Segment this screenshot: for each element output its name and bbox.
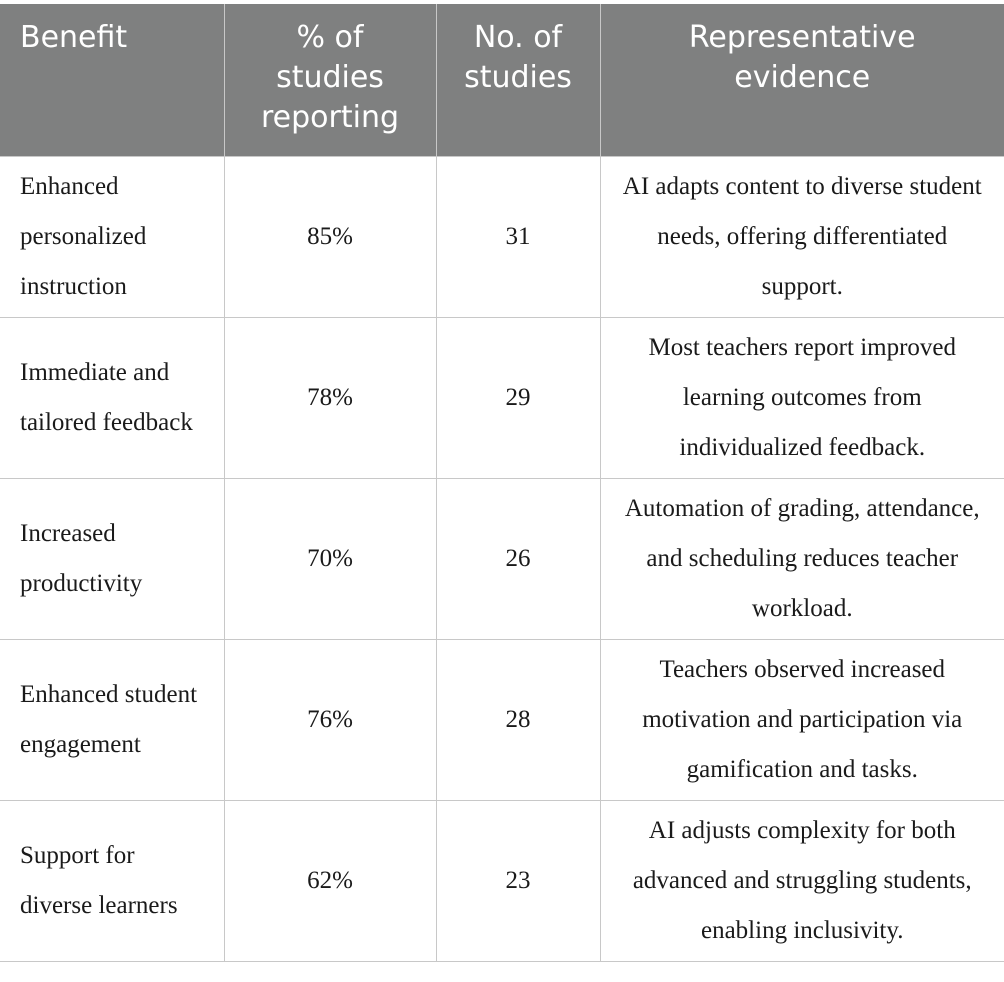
count-cell: 26 [436, 478, 600, 639]
count-cell: 28 [436, 639, 600, 800]
benefits-table [0, 4, 1004, 962]
evidence-cell: Most teachers report improved learning outcomes from individualized feedback. [600, 317, 1004, 478]
percent-cell: 85% [224, 156, 436, 317]
header-evidence: Representative evidence [600, 4, 1004, 156]
table-row [0, 639, 1004, 800]
count-cell: 29 [436, 317, 600, 478]
header-percent: % of studies reporting [224, 4, 436, 156]
benefit-cell: Enhanced student engagement [0, 639, 224, 800]
table-row [0, 317, 1004, 478]
header-count: No. of studies [436, 4, 600, 156]
benefit-cell: Enhanced personalized instruction [0, 156, 224, 317]
evidence-cell: Automation of grading, attendance, and scheduling reduces teacher workload. [600, 478, 1004, 639]
header-benefit: Benefit [0, 4, 224, 156]
percent-cell: 78% [224, 317, 436, 478]
percent-cell: 70% [224, 478, 436, 639]
benefit-cell: Support for diverse learners [0, 800, 224, 961]
evidence-cell: AI adapts content to diverse student needs, offering differentiated support. [600, 156, 1004, 317]
evidence-cell: AI adjusts complexity for both advanced and struggling students, enabling inclusivity. [600, 800, 1004, 961]
percent-cell: 62% [224, 800, 436, 961]
table-row [0, 800, 1004, 961]
header-row [0, 4, 1004, 156]
table-row [0, 478, 1004, 639]
evidence-cell: Teachers observed increased motivation and participation via gamification and tasks. [600, 639, 1004, 800]
percent-cell: 76% [224, 639, 436, 800]
benefit-cell: Immediate and tailored feedback [0, 317, 224, 478]
table-row [0, 156, 1004, 317]
count-cell: 23 [436, 800, 600, 961]
count-cell: 31 [436, 156, 600, 317]
benefit-cell: Increased productivity [0, 478, 224, 639]
